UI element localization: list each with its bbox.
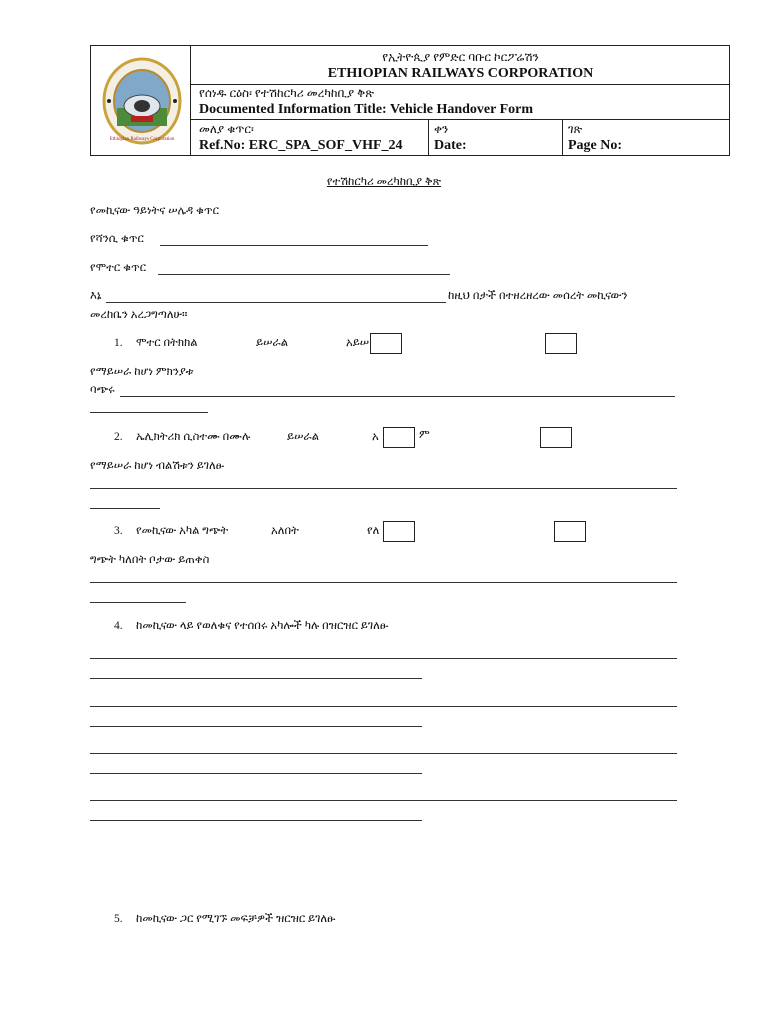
item-4-field-line[interactable] (90, 678, 422, 679)
i-label: እኔ (90, 290, 102, 302)
item-2-checkbox-not-works[interactable] (540, 427, 572, 448)
date-label: Date: (434, 138, 467, 153)
item-4-field-line[interactable] (90, 820, 422, 821)
item-2-text: ኤሊክትሪክ ሲስተሙ በሙሉ (136, 431, 251, 443)
item-3-number: 3. (114, 525, 123, 537)
date-label-amharic: ቀን (434, 122, 449, 136)
chassis-number-field[interactable] (160, 245, 428, 246)
item-4-text: ከመኪናው ላይ የወለቁና የተሰበሩ አካሎች ካሉ በዝርዝር ይገለፁ (136, 620, 389, 632)
item-2-option-not-works: አ (372, 431, 379, 443)
item-1-checkbox-works[interactable] (370, 333, 402, 354)
item-4-field-line[interactable] (90, 658, 677, 659)
item-2-number: 2. (114, 431, 123, 443)
ref-label-amharic: መለያ ቁጥር፡ (199, 122, 254, 136)
item-4-field-line[interactable] (90, 753, 677, 754)
receiver-name-field[interactable] (106, 302, 446, 303)
logo-text: Ethiopian Railways Corporation (109, 137, 175, 142)
item-2-reason-field-continued[interactable] (90, 508, 160, 509)
item-2-option-suffix: ም (419, 429, 430, 441)
form-title: የተሽከርካሪ መረካከቢያ ቅጽ (326, 176, 442, 188)
item-1-reason-field[interactable] (120, 396, 675, 397)
motor-number-field[interactable] (158, 274, 450, 275)
item-2-reason-label: የማይሠራ ከሆነ ብልሽቱን ይገለፁ (90, 460, 225, 472)
railways-logo-icon (101, 56, 183, 146)
item-3-checkbox-yes[interactable] (383, 521, 415, 542)
item-1-option-not-works: አይሠ (346, 337, 370, 349)
item-4-field-line[interactable] (90, 800, 677, 801)
motor-number-label: የሞተር ቁጥር (90, 262, 147, 274)
item-2-checkbox-works[interactable] (383, 427, 415, 448)
doc-title-english: Documented Information Title: Vehicle Handover Form (199, 102, 534, 117)
item-3-checkbox-no[interactable] (554, 521, 586, 542)
page-label-amharic: ገጽ (568, 122, 583, 136)
org-name-english: ETHIOPIAN RAILWAYS CORPORATION (327, 66, 594, 81)
item-1-text: ሞተር በትክክል (136, 337, 198, 349)
item-5-number: 5. (114, 913, 123, 925)
item-4-field-line[interactable] (90, 726, 422, 727)
handover-statement-continued: መረከቤን አረጋግጣለሁ። (90, 309, 188, 321)
item-3-location-field[interactable] (90, 582, 677, 583)
vehicle-type-label: የመኪናው ዓይነትና ሠሌዳ ቁጥር (90, 205, 219, 217)
page-number-label: Page No: (568, 138, 623, 153)
item-3-option-no: የለ (367, 525, 380, 537)
item-1-number: 1. (114, 337, 123, 349)
item-2-reason-field[interactable] (90, 488, 677, 489)
item-1-option-works: ይሠራል (256, 337, 288, 349)
org-name-amharic: የኢትዮጲያ የምድር ባቡር ኮርፖሬሽን (382, 50, 539, 64)
doc-title-amharic: የሰነዱ ርዕስ፡ የተሽከርካሪ መረካከቢያ ቅጽ (199, 86, 375, 100)
item-1-reason-field-continued[interactable] (90, 412, 208, 413)
item-5-text: ከመኪናው ጋር የሚገኙ መፍቻዎች ዝርዝር ይገለፁ (136, 913, 336, 925)
item-3-option-yes: አለበት (271, 525, 299, 537)
document-header (90, 45, 730, 156)
item-3-location-label: ግጭት ካለበት ቦታው ይጠቀስ (90, 554, 210, 566)
chassis-number-label: የሻንሲ ቁጥር (90, 233, 144, 245)
item-1-checkbox-not-works[interactable] (545, 333, 577, 354)
item-1-reason-label: የማይሠራ ከሆነ ምክንያቱ (90, 366, 194, 378)
item-4-field-line[interactable] (90, 773, 422, 774)
item-2-option-works: ይሠራል (287, 431, 319, 443)
item-4-field-line[interactable] (90, 706, 677, 707)
item-1-failure-label: ባጭሩ (90, 384, 115, 396)
item-4-number: 4. (114, 620, 123, 632)
handover-statement: ከዚህ በታች በተዘረዘረው መሰረት መኪናውን (448, 290, 628, 302)
item-3-text: የመኪናው አካል ግጭት (136, 525, 229, 537)
item-3-location-field-continued[interactable] (90, 602, 186, 603)
ref-number: Ref.No: ERC_SPA_SOF_VHF_24 (199, 138, 403, 153)
